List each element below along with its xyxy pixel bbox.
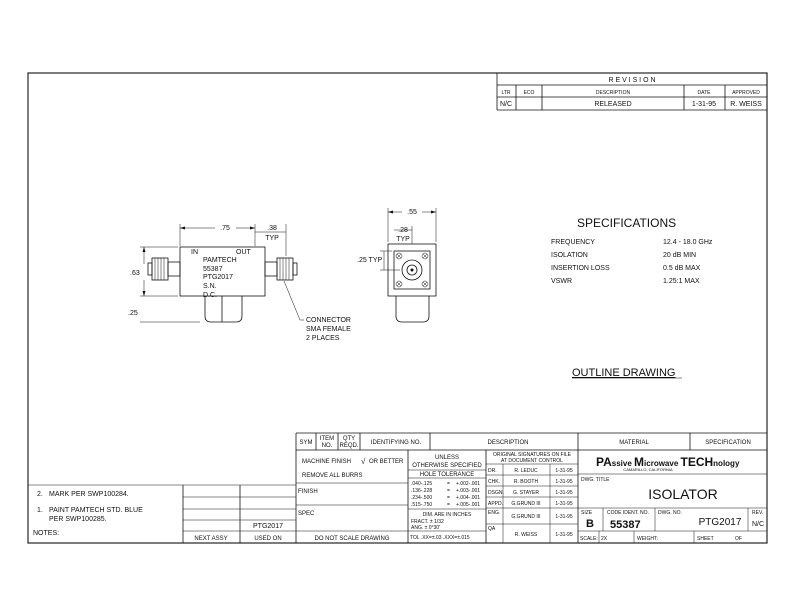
- dwg-title: ISOLATOR: [648, 486, 718, 502]
- dim-base: .25: [128, 310, 138, 317]
- used-on-label: USED ON: [254, 536, 282, 542]
- tol-eq-4: =: [447, 502, 450, 508]
- dim-typ-value: .38: [267, 225, 277, 232]
- label-in: IN: [191, 249, 198, 256]
- rev-value: N/C: [751, 521, 765, 528]
- pl-description: DESCRIPTION: [487, 440, 529, 446]
- sig-name-1: R. LEDUC: [514, 468, 538, 474]
- connector-note-1: CONNECTOR: [306, 317, 351, 324]
- of-label: OF: [735, 536, 742, 542]
- finish-mark: √: [361, 457, 366, 466]
- revision-block: [497, 73, 767, 110]
- note-1-num: 1.: [37, 507, 43, 514]
- tol-range-2: .136-.228: [411, 488, 433, 494]
- tol-val-2: +.003-.001: [456, 488, 481, 494]
- rev-header-eco: ECO: [523, 90, 535, 96]
- end-dim-width: .55: [407, 209, 417, 216]
- company-m: M: [634, 455, 645, 469]
- sig-header-1: ORIGINAL SIGNATURES ON FILE: [492, 452, 572, 458]
- company-pa: PA: [596, 455, 612, 469]
- rev-header-ltr: LTR: [501, 90, 511, 96]
- unless-2: OTHERWISE SPECIFIED: [412, 463, 482, 469]
- rev-header-approved: APPROVED: [732, 90, 760, 96]
- tol-range-1: .040-.125: [411, 481, 433, 487]
- end-dim-28: .28: [398, 227, 408, 234]
- rev-row-approved: R. WEISS: [730, 101, 762, 108]
- pl-material: MATERIAL: [619, 440, 649, 446]
- dwg-no-label: DWG. NO.: [658, 510, 682, 516]
- scale-value: 2X: [601, 536, 608, 542]
- dim-height: .63: [130, 270, 140, 277]
- marking-line-1: PAMTECH: [203, 257, 237, 264]
- title-block: [28, 433, 767, 543]
- hole-tolerance: HOLE TOLERANCE: [419, 472, 475, 478]
- sig-date-2: 1-31-95: [555, 479, 573, 485]
- right-connector: [265, 258, 297, 280]
- sig-role-6: QA: [488, 526, 496, 532]
- end-dim-25: .25 TYP: [357, 257, 383, 264]
- remove-burrs: REMOVE ALL BURRS: [302, 473, 363, 479]
- tol-eq-1: =: [447, 481, 450, 487]
- connector-note-2: SMA FEMALE: [306, 326, 351, 333]
- spec-row-2-value: 20 dB MIN: [663, 252, 697, 259]
- dwg-title-label: DWG. TITLE: [581, 477, 610, 483]
- spec-label: SPEC: [298, 511, 315, 517]
- end-view: [357, 208, 436, 322]
- sig-date-6: 1-31-95: [555, 532, 573, 538]
- tol-xx: TOL .XX=±.03 .XXX=±.015: [410, 535, 470, 541]
- notes-label: NOTES:: [33, 530, 60, 537]
- weight-label: WEIGHT:: [637, 536, 658, 542]
- notes: [33, 491, 143, 537]
- marking-line-2: 55387: [203, 266, 223, 273]
- sheet-border: [28, 73, 767, 543]
- pl-specification: SPECIFICATION: [705, 440, 751, 446]
- marking-line-4: S.N.: [203, 283, 217, 290]
- sig-role-3: DSGN.: [488, 490, 504, 496]
- dwg-no-value: PTG2017: [698, 517, 742, 528]
- end-dim-28-typ: TYP: [396, 236, 410, 243]
- note-2-text: MARK PER SWP100284.: [49, 491, 129, 498]
- company-icrowave: icrowave: [644, 459, 681, 468]
- tol-eq-3: =: [447, 495, 450, 501]
- sig-role-5: ENG.: [488, 510, 501, 516]
- pl-item-1: ITEM: [319, 436, 335, 442]
- pl-qty-1: QTY: [342, 436, 356, 442]
- finish-label: FINISH: [298, 489, 318, 495]
- sig-name-3: G. STAYER: [513, 490, 539, 496]
- tol-val-3: +.004-.001: [456, 495, 481, 501]
- body-marking: [203, 257, 237, 299]
- tol-fract: FRACT. ± 1/32: [411, 519, 444, 525]
- sig-name-6: R. WEISS: [514, 532, 538, 538]
- company-ssive: ssive: [611, 459, 635, 468]
- left-connector: [148, 258, 180, 280]
- rev-row-date: 1-31-95: [691, 101, 717, 108]
- spec-row-1-value: 12.4 - 18.0 GHz: [663, 239, 713, 246]
- outline-drawing-title: OUTLINE DRAWING: [572, 367, 676, 379]
- tol-eq-2: =: [447, 488, 450, 494]
- machine-finish: MACHINE FINISH: [302, 459, 352, 465]
- spec-row-4-name: VSWR: [551, 278, 572, 285]
- or-better: OR BETTER: [369, 459, 404, 465]
- end-base: [396, 296, 429, 322]
- sig-name-2: R. BOOTH: [513, 479, 539, 485]
- sig-date-1: 1-31-95: [555, 468, 573, 474]
- company-location: CAMARILLO, CALIFORNIA: [623, 467, 673, 472]
- rev-header-date: DATE: [697, 90, 711, 96]
- connector-note-3: 2 PLACES: [306, 335, 340, 342]
- pl-sym: SYM: [299, 440, 313, 446]
- unless-1: UNLESS: [434, 455, 460, 461]
- tol-range-4: .515-.750: [411, 502, 433, 508]
- tol-range-3: .234-.500: [411, 495, 433, 501]
- revision-title: R E V I S I O N: [608, 77, 656, 84]
- sig-date-5: 1-31-95: [555, 514, 573, 520]
- size-label: SIZE: [581, 510, 593, 516]
- label-out: OUT: [236, 249, 251, 256]
- spec-title: SPECIFICATIONS: [577, 216, 677, 230]
- company-nology: nology: [713, 459, 740, 468]
- marking-line-5: D.C.: [203, 292, 217, 299]
- mounting-base: [205, 296, 242, 322]
- pl-qty-2: REQD.: [339, 443, 359, 449]
- sig-header-2: AT DOCUMENT CONTROL: [501, 458, 563, 464]
- dim-typ-label: TYP: [265, 235, 279, 242]
- note-1-text: PAINT PAMTECH STD. BLUE: [49, 507, 143, 514]
- pl-item-2: NO.: [321, 443, 333, 449]
- note-2-num: 2.: [37, 491, 43, 498]
- spec-row-3-name: INSERTION LOSS: [551, 265, 610, 272]
- marking-line-3: PTG2017: [203, 274, 233, 281]
- sig-date-4: 1-31-95: [555, 501, 573, 507]
- tol-val-4: +.005-.001: [456, 502, 481, 508]
- next-assy-label: NEXT ASSY: [194, 536, 228, 542]
- sig-name-4: G.GRUND III: [511, 501, 541, 507]
- sig-name-5: G.GRUND III: [511, 514, 541, 520]
- spec-row-1-name: FREQUENCY: [551, 239, 595, 246]
- spec-row-3-value: 0.5 dB MAX: [663, 265, 701, 272]
- scale-label: SCALE:: [580, 536, 598, 542]
- company-tech: TECH: [680, 455, 714, 469]
- pl-identifying: IDENTIFYING NO.: [370, 440, 422, 446]
- tol-val-1: +.002-.001: [456, 481, 481, 487]
- rev-header-description: DESCRIPTION: [595, 90, 631, 96]
- sig-date-3: 1-31-95: [555, 490, 573, 496]
- note-1-cont: PER SWP100285.: [49, 516, 107, 523]
- code-label: CODE IDENT. NO.: [607, 510, 649, 516]
- spec-row-4-value: 1.25:1 MAX: [663, 278, 700, 285]
- dim-width: .75: [220, 225, 230, 232]
- code-value: 55387: [610, 519, 641, 531]
- tol-ang: ANG. ± 0°30': [411, 525, 441, 531]
- sig-role-4: APPD.: [488, 501, 504, 507]
- do-not-scale: DO NOT SCALE DRAWING: [314, 536, 390, 542]
- sheet-label: SHEET: [697, 536, 714, 542]
- connector-leader: [284, 281, 304, 320]
- sig-role-2: CHK.: [488, 479, 500, 485]
- rev-row-description: RELEASED: [594, 101, 632, 108]
- rev-row-ltr: N/C: [499, 101, 513, 108]
- rev-label: REV.: [752, 510, 764, 516]
- sig-role-1: DR.: [488, 468, 497, 474]
- specifications: [551, 216, 713, 285]
- side-view: [128, 224, 351, 342]
- size-value: B: [586, 518, 594, 530]
- dim-inches: DIM. ARE IN INCHES: [422, 512, 472, 518]
- spec-row-2-name: ISOLATION: [551, 252, 588, 259]
- used-on-value: PTG2017: [253, 523, 283, 530]
